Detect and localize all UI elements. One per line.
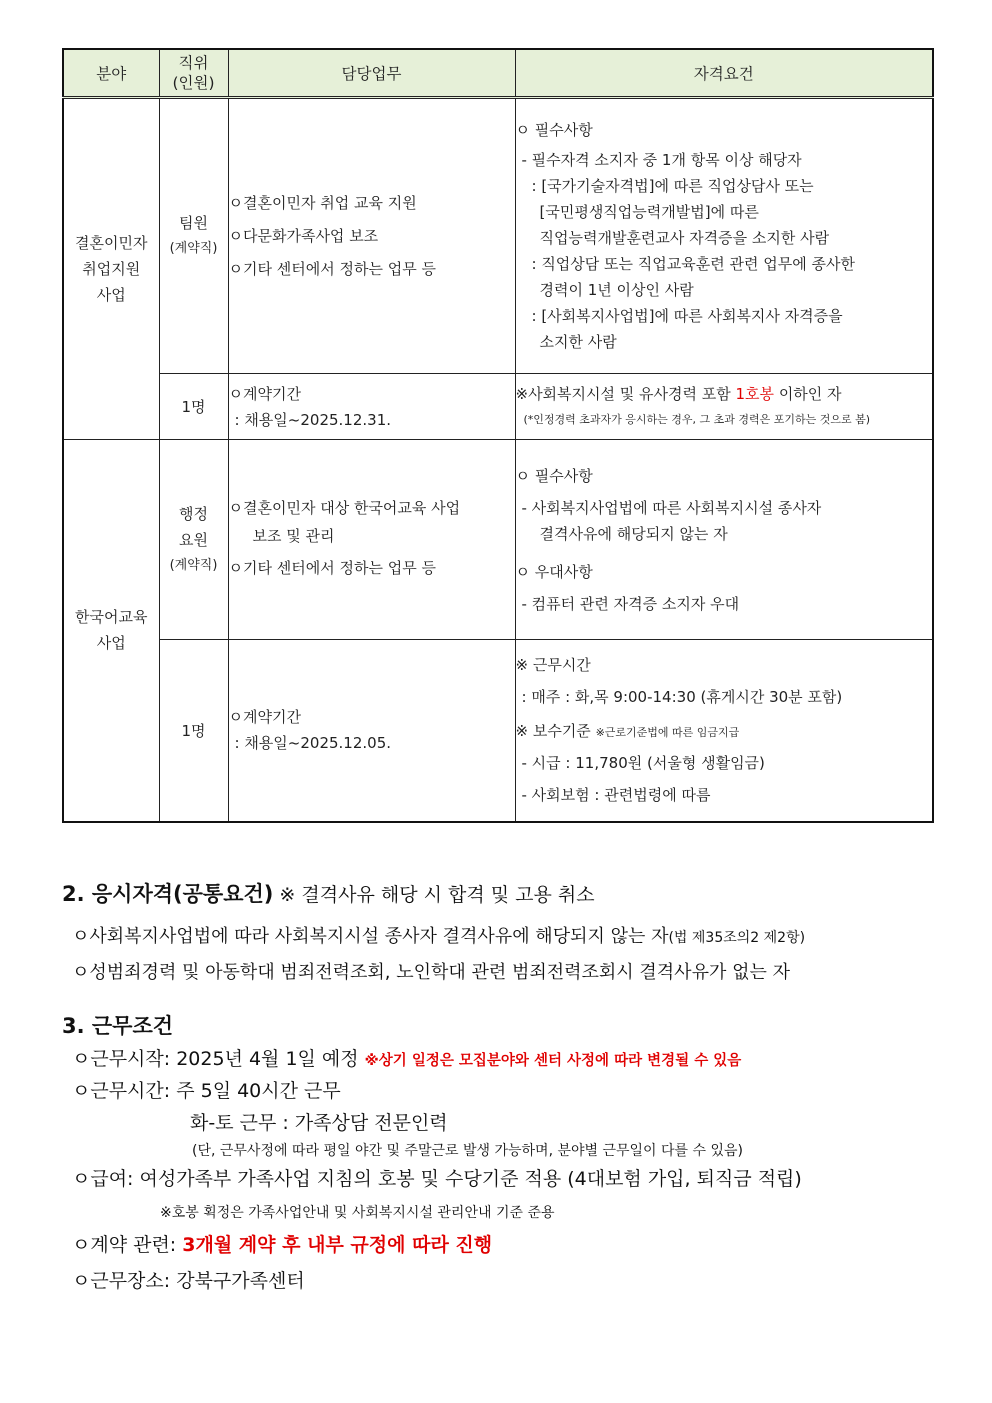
duties-cell: ㅇ결혼이민자 취업 교육 지원 ㅇ다문화가족사업 보조 ㅇ기타 센터에서 정하는 업무 등 [228, 98, 515, 374]
work-conditions-cell: ※ 근무시간 : 매주 : 화,목 9:00-14:30 (휴게시간 30분 포함) ※ 보수기준 ※근로기준법에 따른 임금지급 - 시급 : 11,780원 (서울형 생활임금) - 사회보험 : 관련법령에 따름 [515, 640, 933, 822]
contract-cell: ㅇ계약기간 : 채용일~2025.12.05. [228, 640, 515, 822]
section2-line2: ㅇ성범죄경력 및 아동학대 범죄전력조회, 노인학대 관련 범죄전력조회시 결격사유가 없는 자 [72, 962, 790, 983]
header-position: 직위 (인원) [159, 49, 228, 98]
header-field: 분야 [63, 49, 159, 98]
section3-heading: 3. 근무조건 [62, 1014, 174, 1038]
requirements-cell: ㅇ 필수사항 - 필수자격 소지자 중 1개 항목 이상 해당자 : [국가기술자격법]에 따른 직업상담사 또는 [국민평생직업능력개발법]에 따른 직업능력개발훈련교사 자격증을 소지한 사람 : 직업상담 또는 직업교육훈련 관련 업무에 종사한 경력이 1년 이상인 사람 : [사회복지사업법]에 따른 사회복지사 자격증을 소지한 사람 [515, 98, 933, 374]
section3-hours: ㅇ근무시간: 주 5일 40시간 근무 [72, 1080, 341, 1102]
duties-cell: ㅇ결혼이민자 대상 한국어교육 사업 보조 및 관리 ㅇ기타 센터에서 정하는 업무 등 [228, 440, 515, 640]
position-cell: 팀원 (계약직) [159, 98, 228, 374]
section3-contract: ㅇ계약 관련: 3개월 계약 후 내부 규정에 따라 진행 [72, 1234, 493, 1256]
section3-hours-note: (단, 근무사정에 따라 평일 야간 및 주말근로 발생 가능하며, 분야별 근무일이 다를 수 있음) [192, 1143, 744, 1159]
field-cell: 한국어교육 사업 [63, 440, 159, 822]
table-header-row [63, 49, 933, 98]
section2-line1: ㅇ사회복지사업법에 따라 사회복지시설 종사자 결격사유에 해당되지 않는 자(법 제35조의2 제2항) [72, 926, 806, 947]
position-cell: 행정 요원 (계약직) [159, 440, 228, 640]
section3-pay: ㅇ급여: 여성가족부 가족사업 지침의 호봉 및 수당기준 적용 (4대보험 가입, 퇴직금 적립) [72, 1168, 802, 1190]
section3-place: ㅇ근무장소: 강북구가족센터 [72, 1270, 305, 1292]
table-row [63, 440, 933, 640]
header-requirements: 자격요건 [515, 49, 933, 98]
header-duties: 담당업무 [228, 49, 515, 98]
table-row [63, 98, 933, 374]
table-row [63, 640, 933, 822]
field-cell: 결혼이민자 취업지원 사업 [63, 98, 159, 440]
section3-start: ㅇ근무시작: 2025년 4월 1일 예정 ※상기 일정은 모집분야와 센터 사정에 따라 변경될 수 있음 [72, 1048, 742, 1070]
requirements-cell: ㅇ 필수사항 - 사회복지사업법에 따른 사회복지시설 종사자 결격사유에 해당되지 않는 자 ㅇ 우대사항 - 컴퓨터 관련 자격증 소지자 우대 [515, 440, 933, 640]
section2-heading: 2. 응시자격(공통요건) ※ 결격사유 해당 시 합격 및 고용 취소 [62, 882, 595, 906]
count-cell: 1명 [159, 640, 228, 822]
contract-cell: ㅇ계약기간 : 채용일~2025.12.31. [228, 374, 515, 440]
recruitment-table [62, 48, 934, 823]
table-row [63, 374, 933, 440]
section3-hours2: 화-토 근무 : 가족상담 전문인력 [190, 1112, 448, 1134]
section3-pay-note: ※호봉 획정은 가족사업안내 및 사회복지시설 관리안내 기준 준용 [160, 1205, 555, 1221]
career-cell: ※사회복지시설 및 유사경력 포함 1호봉 이하인 자 (*인정경력 초과자가 응시하는 경우, 그 초과 경력은 포기하는 것으로 봄) [515, 374, 933, 440]
count-cell: 1명 [159, 374, 228, 440]
